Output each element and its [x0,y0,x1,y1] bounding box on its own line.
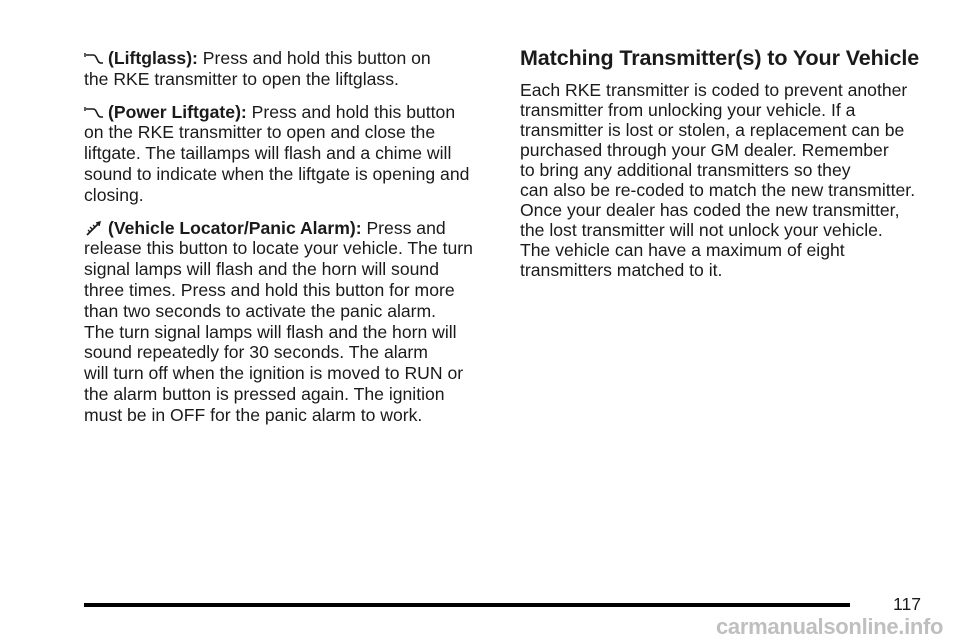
watermark: carmanualsonline.info [716,614,944,639]
left-column [84,48,494,438]
power-liftgate-text: Press and hold this button on the RKE transmitter to open and close the liftgate. The taillamps will flash and a chime will sound to indicate when the liftgate is opening and closing. [84,101,470,205]
page-number: 117 [893,594,922,614]
section-body: Each RKE transmitter is coded to prevent another transmitter from unlocking your vehicle. If a transmitter is lost or stolen, a replacement can be purchased through your GM dealer. Remember to bring any additional transmitters so they can also be re-coded to match the new transmitter. Once your dealer has coded the new transmitter, the lost transmitter will not unlock your vehicle. The vehicle can have a maximum of eight transmitters matched to it. [520,80,916,280]
vehicle-locator-text: Press and release this button to locate your vehicle. The turn signal lamps will flash and the horn will sound three times. Press and hold this button for more than two seconds to activate the panic alarm. The turn signal lamps will flash and the horn will sound repeatedly for 30 seconds. The alarm will turn off when the ignition is moved to RUN or the alarm button is pressed again. The ignition must be in OFF for the panic alarm to work. [84,217,473,425]
liftglass-paragraph [84,48,494,90]
vehicle-locator-paragraph [84,218,494,426]
power-liftgate-paragraph [84,102,494,206]
power-liftgate-term: (Power Liftgate): [108,101,247,122]
liftglass-text: Press and hold this button on the RKE transmitter to open the liftglass. [84,48,431,89]
vehicle-locator-term: (Vehicle Locator/Panic Alarm): [108,217,362,238]
liftglass-term: (Liftglass): [108,48,198,68]
liftglass-icon [84,51,104,65]
section-heading: Matching Transmitter(s) to Your Vehicle [520,46,920,70]
vehicle-locator-icon [84,221,104,235]
power-liftgate-icon [84,105,104,119]
footer-rule [84,603,850,607]
right-column [520,44,930,280]
